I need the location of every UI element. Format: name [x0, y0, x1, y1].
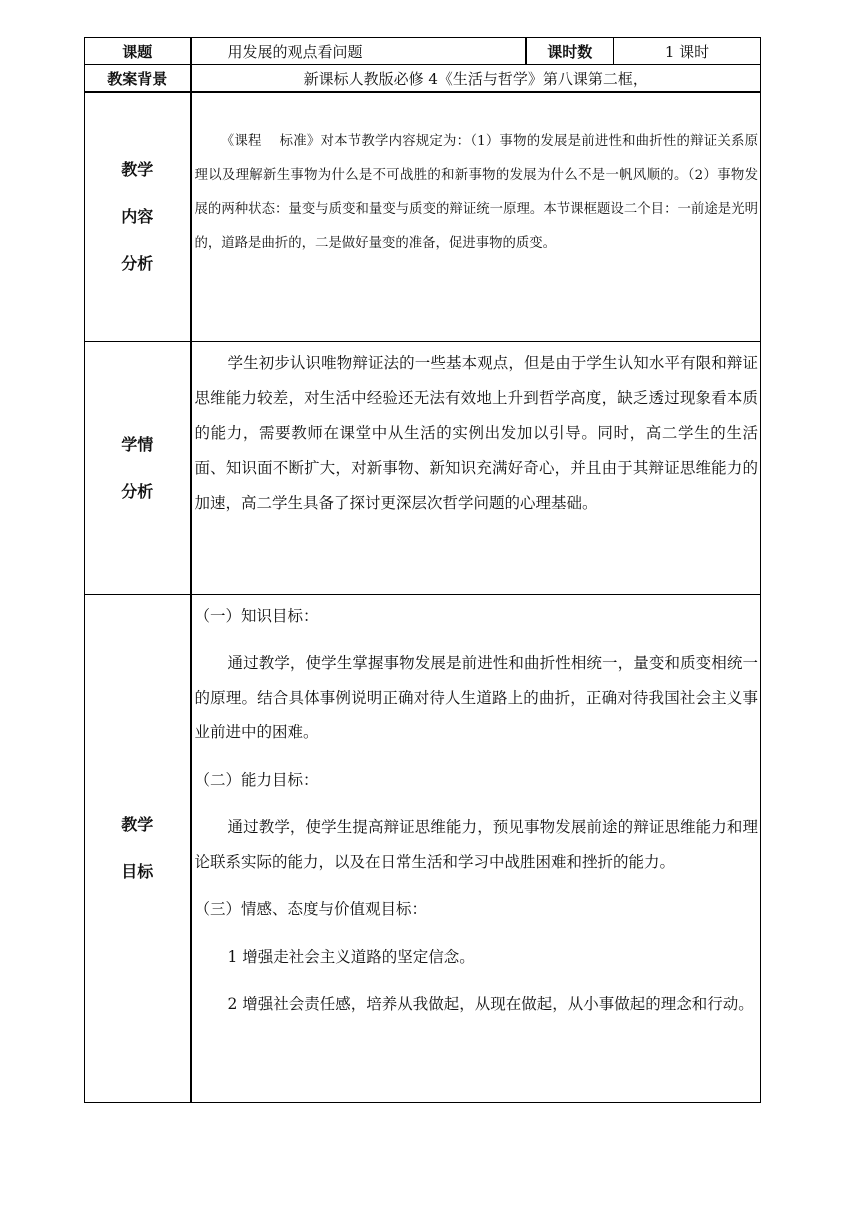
knowledge-title: （一）知识目标：	[194, 606, 319, 625]
student-analysis-row	[85, 341, 761, 594]
objectives-row	[85, 594, 761, 1102]
background-label: 教案背景	[85, 65, 191, 93]
background-row	[85, 65, 761, 93]
student-analysis-cell	[191, 341, 761, 594]
content-analysis-label: 教学 内容 分析	[85, 92, 191, 341]
student-analysis-text: 学生初步认识唯物辩证法的一些基本观点，但是由于学生认知水平有限和辩证思维能力较差，对生活中经验还无法有效地上升到哲学高度，缺乏透过现象看本质的能力，需要教师在课堂中从生活的实例出发加以引导。同时，高二学生的生活面、知识面不断扩大，对新事物、新知识充满好奇心，并且由于其辩证思维能力的加速，高二学生具备了探讨更深层次哲学问题的心理基础。	[194, 353, 758, 512]
hours-value: 1 课时	[614, 38, 761, 65]
background-value: 新课标人教版必修 4《生活与哲学》第八课第二框，	[191, 65, 761, 93]
emotion-item-1: 1 增强走社会主义道路的坚定信念。	[227, 947, 475, 966]
objectives-cell	[191, 594, 761, 1102]
emotion-title: （三）情感、态度与价值观目标：	[194, 900, 428, 918]
student-analysis-label: 学情 分析	[85, 341, 191, 594]
topic-label: 课题	[85, 38, 191, 65]
topic-row	[85, 38, 761, 65]
content-analysis-row	[85, 92, 761, 341]
content-analysis-cell	[191, 92, 761, 341]
knowledge-text: 通过教学，使学生掌握事物发展是前进性和曲折性相统一，量变和质变相统一的原理。结合具体事例说明正确对待人生道路上的曲折，正确对待我国社会主义事业前进中的困难。	[194, 654, 758, 741]
lesson-plan-table	[84, 37, 761, 1103]
topic-value: 用发展的观点看问题	[191, 38, 526, 65]
content-analysis-text: 《课程 标准》对本节教学内容规定为：（1）事物的发展是前进性和曲折性的辩证关系原理以及理解新生事物为什么是不可战胜的和新事物的发展为什么不是一帆风顺的。（2）事物发展的两种状态：量变与质变和量变与质变的辩证统一原理。本节课框题设二个目：一前途是光明的，道路是曲折的，二是做好量变的准备，促进事物的质变。	[194, 134, 758, 251]
ability-text: 通过教学，使学生提高辩证思维能力，预见事物发展前途的辩证思维能力和理论联系实际的能力，以及在日常生活和学习中战胜困难和挫折的能力。	[194, 818, 758, 871]
emotion-item-2: 2 增强社会责任感，培养从我做起，从现在做起，从小事做起的理念和行动。	[227, 995, 754, 1013]
ability-title: （二）能力目标：	[194, 770, 319, 789]
hours-label: 课时数	[526, 38, 614, 65]
objectives-label: 教学 目标	[85, 594, 191, 1102]
